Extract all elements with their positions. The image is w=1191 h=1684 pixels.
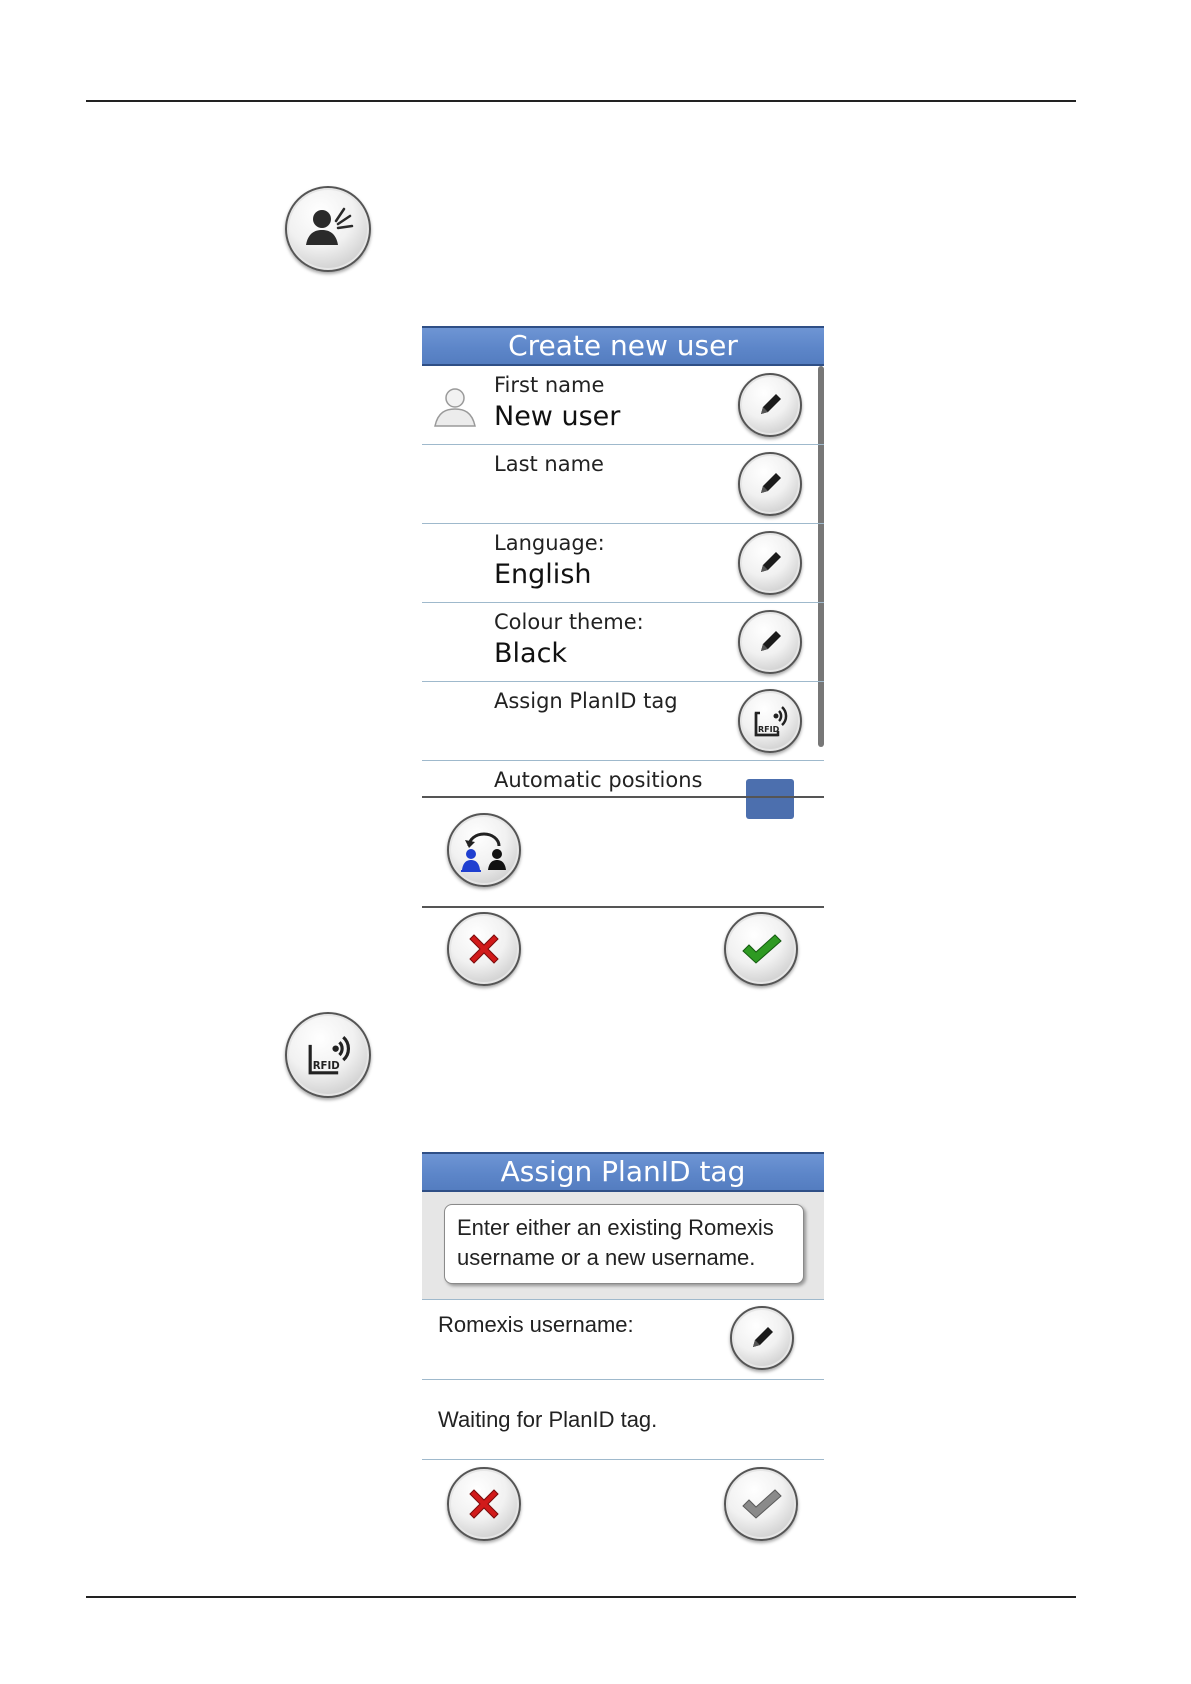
rfid-icon <box>300 1027 356 1083</box>
rfid-icon <box>748 699 792 743</box>
pencil-icon <box>750 385 790 425</box>
divider <box>422 906 824 908</box>
cancel-button[interactable] <box>447 1467 521 1541</box>
assign-planid-label: Assign PlanID tag <box>494 689 678 713</box>
pencil-icon <box>750 622 790 662</box>
instruction-message: Enter either an existing Romexis username or a new username. <box>444 1204 804 1284</box>
pencil-icon <box>750 464 790 504</box>
list-item-romexis-username <box>422 1300 824 1380</box>
switch-user-button[interactable] <box>447 813 521 887</box>
list-item-colour-theme <box>422 603 824 682</box>
cancel-button[interactable] <box>447 912 521 986</box>
user-profile-icon <box>298 199 358 259</box>
pencil-icon <box>742 1318 782 1358</box>
rfid-tag-button[interactable] <box>285 1012 371 1098</box>
automatic-positions-toggle[interactable] <box>746 779 794 819</box>
edit-colour-theme-button[interactable] <box>738 610 802 674</box>
page-bottom-rule <box>86 1596 1076 1598</box>
last-name-label: Last name <box>494 452 604 476</box>
user-profile-button[interactable] <box>285 186 371 272</box>
edit-first-name-button[interactable] <box>738 373 802 437</box>
grey-check-icon <box>737 1482 785 1526</box>
divider <box>422 796 824 798</box>
switch-user-icon <box>455 824 513 876</box>
romexis-username-label: Romexis username: <box>438 1312 634 1337</box>
list-item-first-name <box>422 366 824 445</box>
colour-theme-label: Colour theme: <box>494 610 644 634</box>
automatic-positions-label: Automatic positions <box>494 768 703 792</box>
user-avatar-icon <box>432 384 478 432</box>
list-item-assign-planid <box>422 682 824 761</box>
edit-romexis-username-button[interactable] <box>730 1306 794 1370</box>
green-check-icon <box>737 927 785 971</box>
first-name-label: First name <box>494 373 605 397</box>
confirm-button[interactable] <box>724 912 798 986</box>
create-user-panel <box>422 326 824 792</box>
first-name-value: New user <box>494 401 621 432</box>
svg-text:RFID: RFID <box>758 725 780 734</box>
svg-text:RFID: RFID <box>312 1061 340 1072</box>
assign-planid-button[interactable] <box>738 689 802 753</box>
edit-last-name-button[interactable] <box>738 452 802 516</box>
edit-language-button[interactable] <box>738 531 802 595</box>
assign-tag-panel <box>422 1152 824 1465</box>
page-top-rule <box>86 100 1076 102</box>
list-item-language <box>422 524 824 603</box>
panel-title: Assign PlanID tag <box>422 1152 824 1192</box>
red-x-icon <box>462 1482 506 1526</box>
panel-title: Create new user <box>422 326 824 366</box>
language-label: Language: <box>494 531 605 555</box>
status-row <box>422 1380 824 1460</box>
red-x-icon <box>462 927 506 971</box>
confirm-button-disabled[interactable] <box>724 1467 798 1541</box>
pencil-icon <box>750 543 790 583</box>
colour-theme-value: Black <box>494 638 568 669</box>
language-value: English <box>494 559 592 590</box>
waiting-status: Waiting for PlanID tag. <box>438 1407 658 1432</box>
message-area <box>422 1192 824 1300</box>
list-item-last-name <box>422 445 824 524</box>
